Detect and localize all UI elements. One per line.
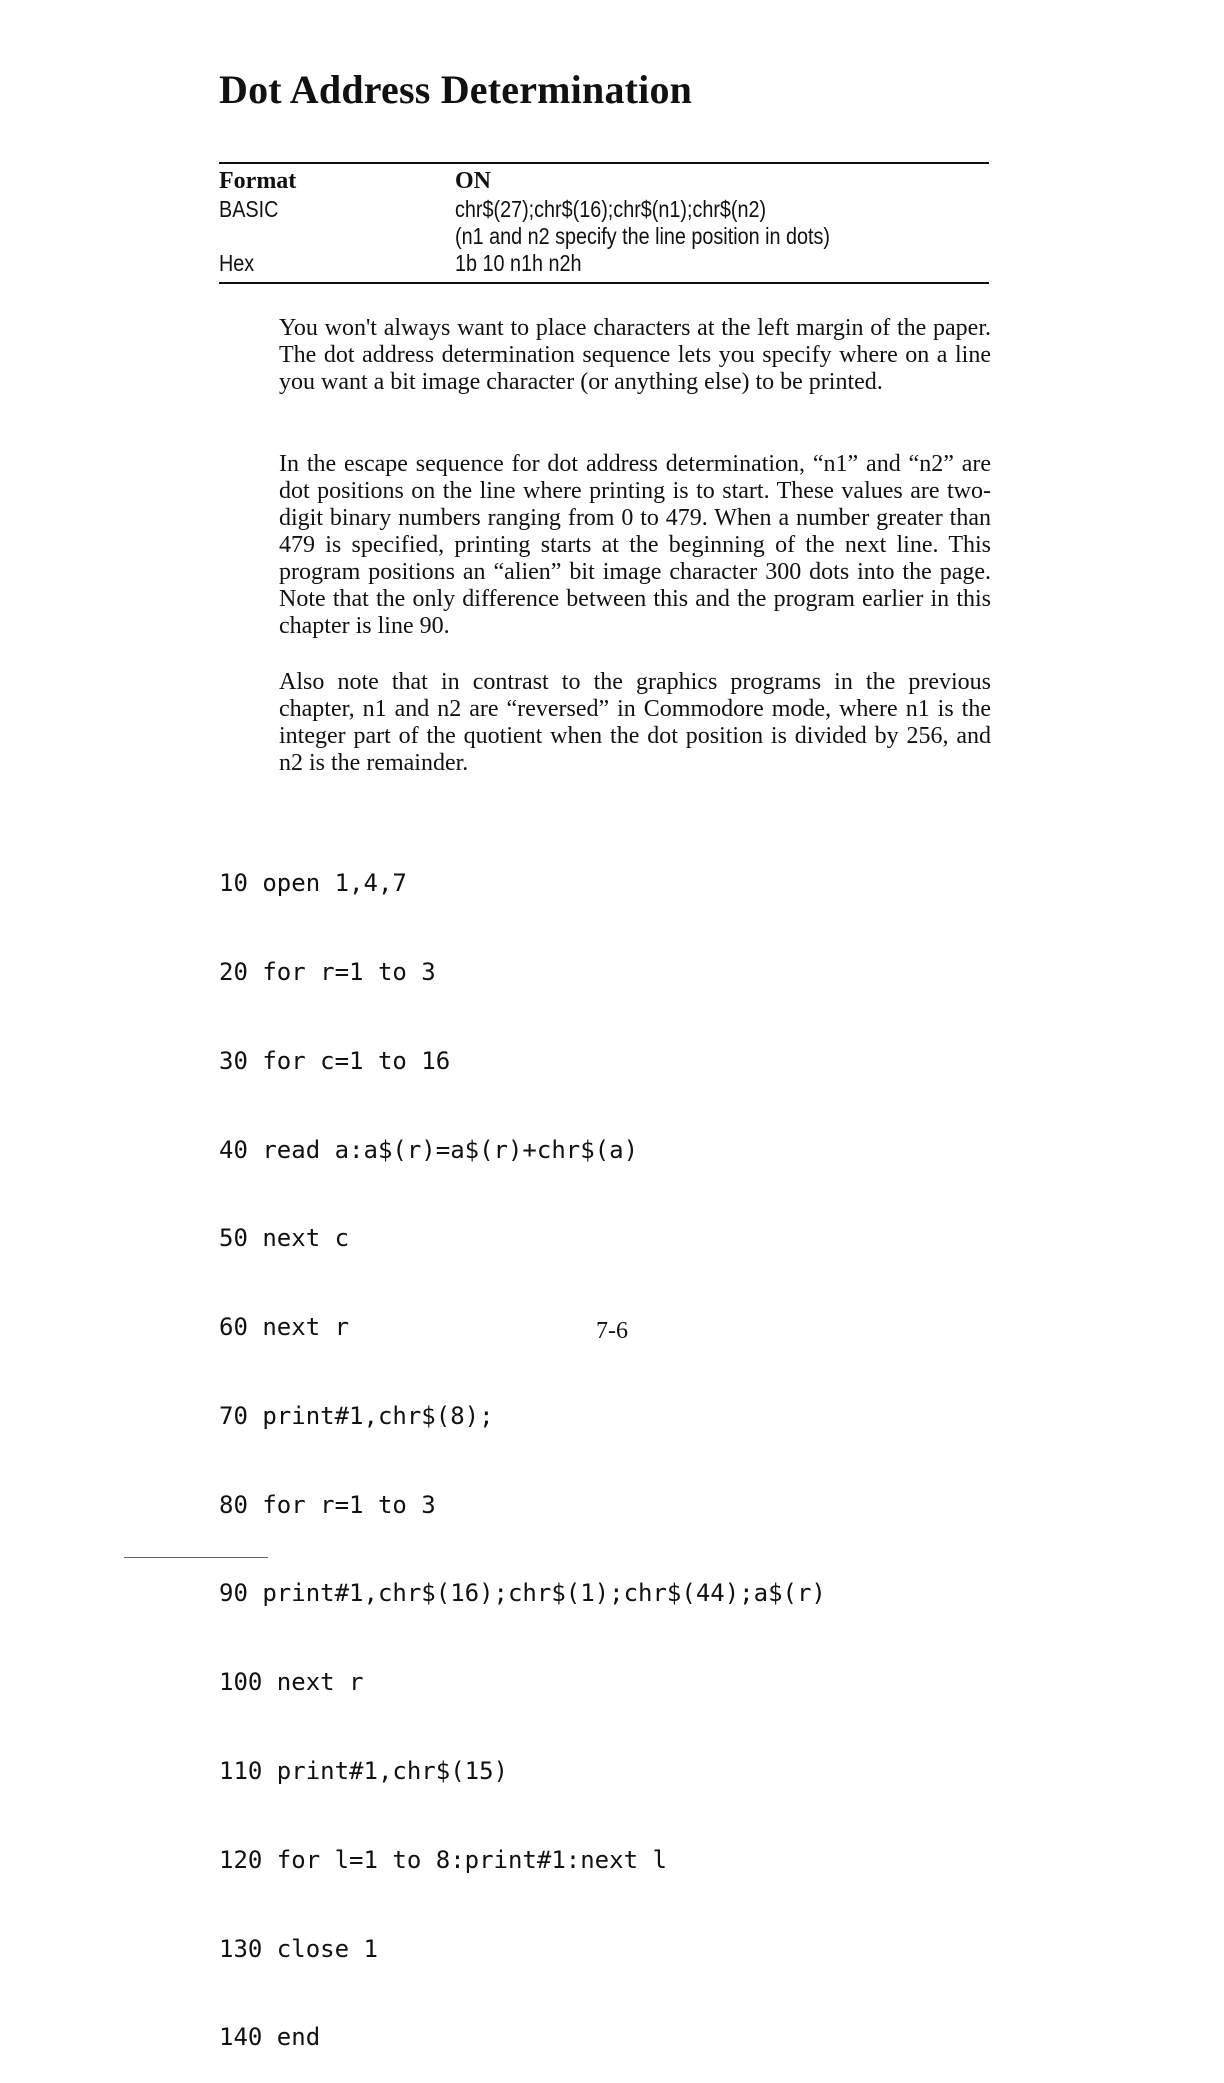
code-line: 110 print#1,chr$(15) — [219, 1757, 508, 1785]
hex-label: Hex — [219, 250, 255, 276]
code-listing — [219, 810, 999, 2083]
code-line: 30 for c=1 to 16 — [219, 1046, 451, 1075]
page-title: Dot Address Determination — [219, 67, 693, 112]
code-line: 120 for l=1 to 8:print#1:next l — [219, 1845, 667, 1874]
code-line: 40 read a:a$(r)=a$(r)+chr$(a) — [219, 1135, 639, 1164]
paragraph-1: You won't always want to place characters at the left margin of the paper. The dot address determination sequence lets you specify where on a line you want a bit image character (or anything else) to be printed. — [279, 315, 991, 395]
paragraph-3: Also note that in contrast to the graphics programs in the previous chapter, n1 and n2 are “reversed” in Commodore mode, where n1 is the integer part of the quotient when the dot position is divided by 256, and n2 is the remainder. — [279, 669, 991, 776]
code-line: 90 print#1,chr$(16);chr$(1);chr$(44);a$(r) — [219, 1579, 826, 1608]
code-line: 100 next r — [219, 1668, 364, 1697]
table-bottom-rule — [219, 282, 989, 284]
basic-row — [219, 196, 989, 223]
format-header-row — [219, 168, 989, 195]
code-line: 50 next c — [219, 1224, 350, 1253]
basic-value: chr$(27);chr$(16);chr$(n1);chr$(n2) — [455, 196, 767, 222]
code-line: 60 next r — [219, 1313, 350, 1342]
code-line: 80 for r=1 to 3 — [219, 1490, 436, 1519]
basic-note-row — [219, 223, 989, 250]
code-line: 10 open 1,4,7 — [219, 869, 407, 898]
scan-edge-line — [124, 1557, 268, 1558]
code-line: 130 close 1 — [219, 1934, 378, 1963]
code-line: 20 for r=1 to 3 — [219, 957, 436, 986]
code-line: 140 end — [219, 2023, 321, 2052]
hex-value: 1b 10 n1h n2h — [455, 250, 582, 276]
basic-note-value: (n1 and n2 specify the line position in dots) — [455, 223, 830, 249]
format-label: Format — [219, 168, 297, 194]
paragraph-2: In the escape sequence for dot address determination, “n1” and “n2” are dot positions on the line where printing is to start. These values are two-digit binary numbers ranging from 0 to 479. When a number greater than 479 is specified, printing starts at the beginning of the next line. This program positions an “alien” bit image character 300 dots into the page. Note that the only difference between this and the program earlier in this chapter is line 90. — [279, 451, 991, 639]
page-number: 7-6 — [596, 1318, 628, 1344]
table-top-rule — [219, 162, 989, 164]
format-mode: ON — [455, 168, 491, 194]
hex-row — [219, 250, 989, 277]
basic-label: BASIC — [219, 196, 279, 222]
code-line: 70 print#1,chr$(8); — [219, 1401, 494, 1430]
